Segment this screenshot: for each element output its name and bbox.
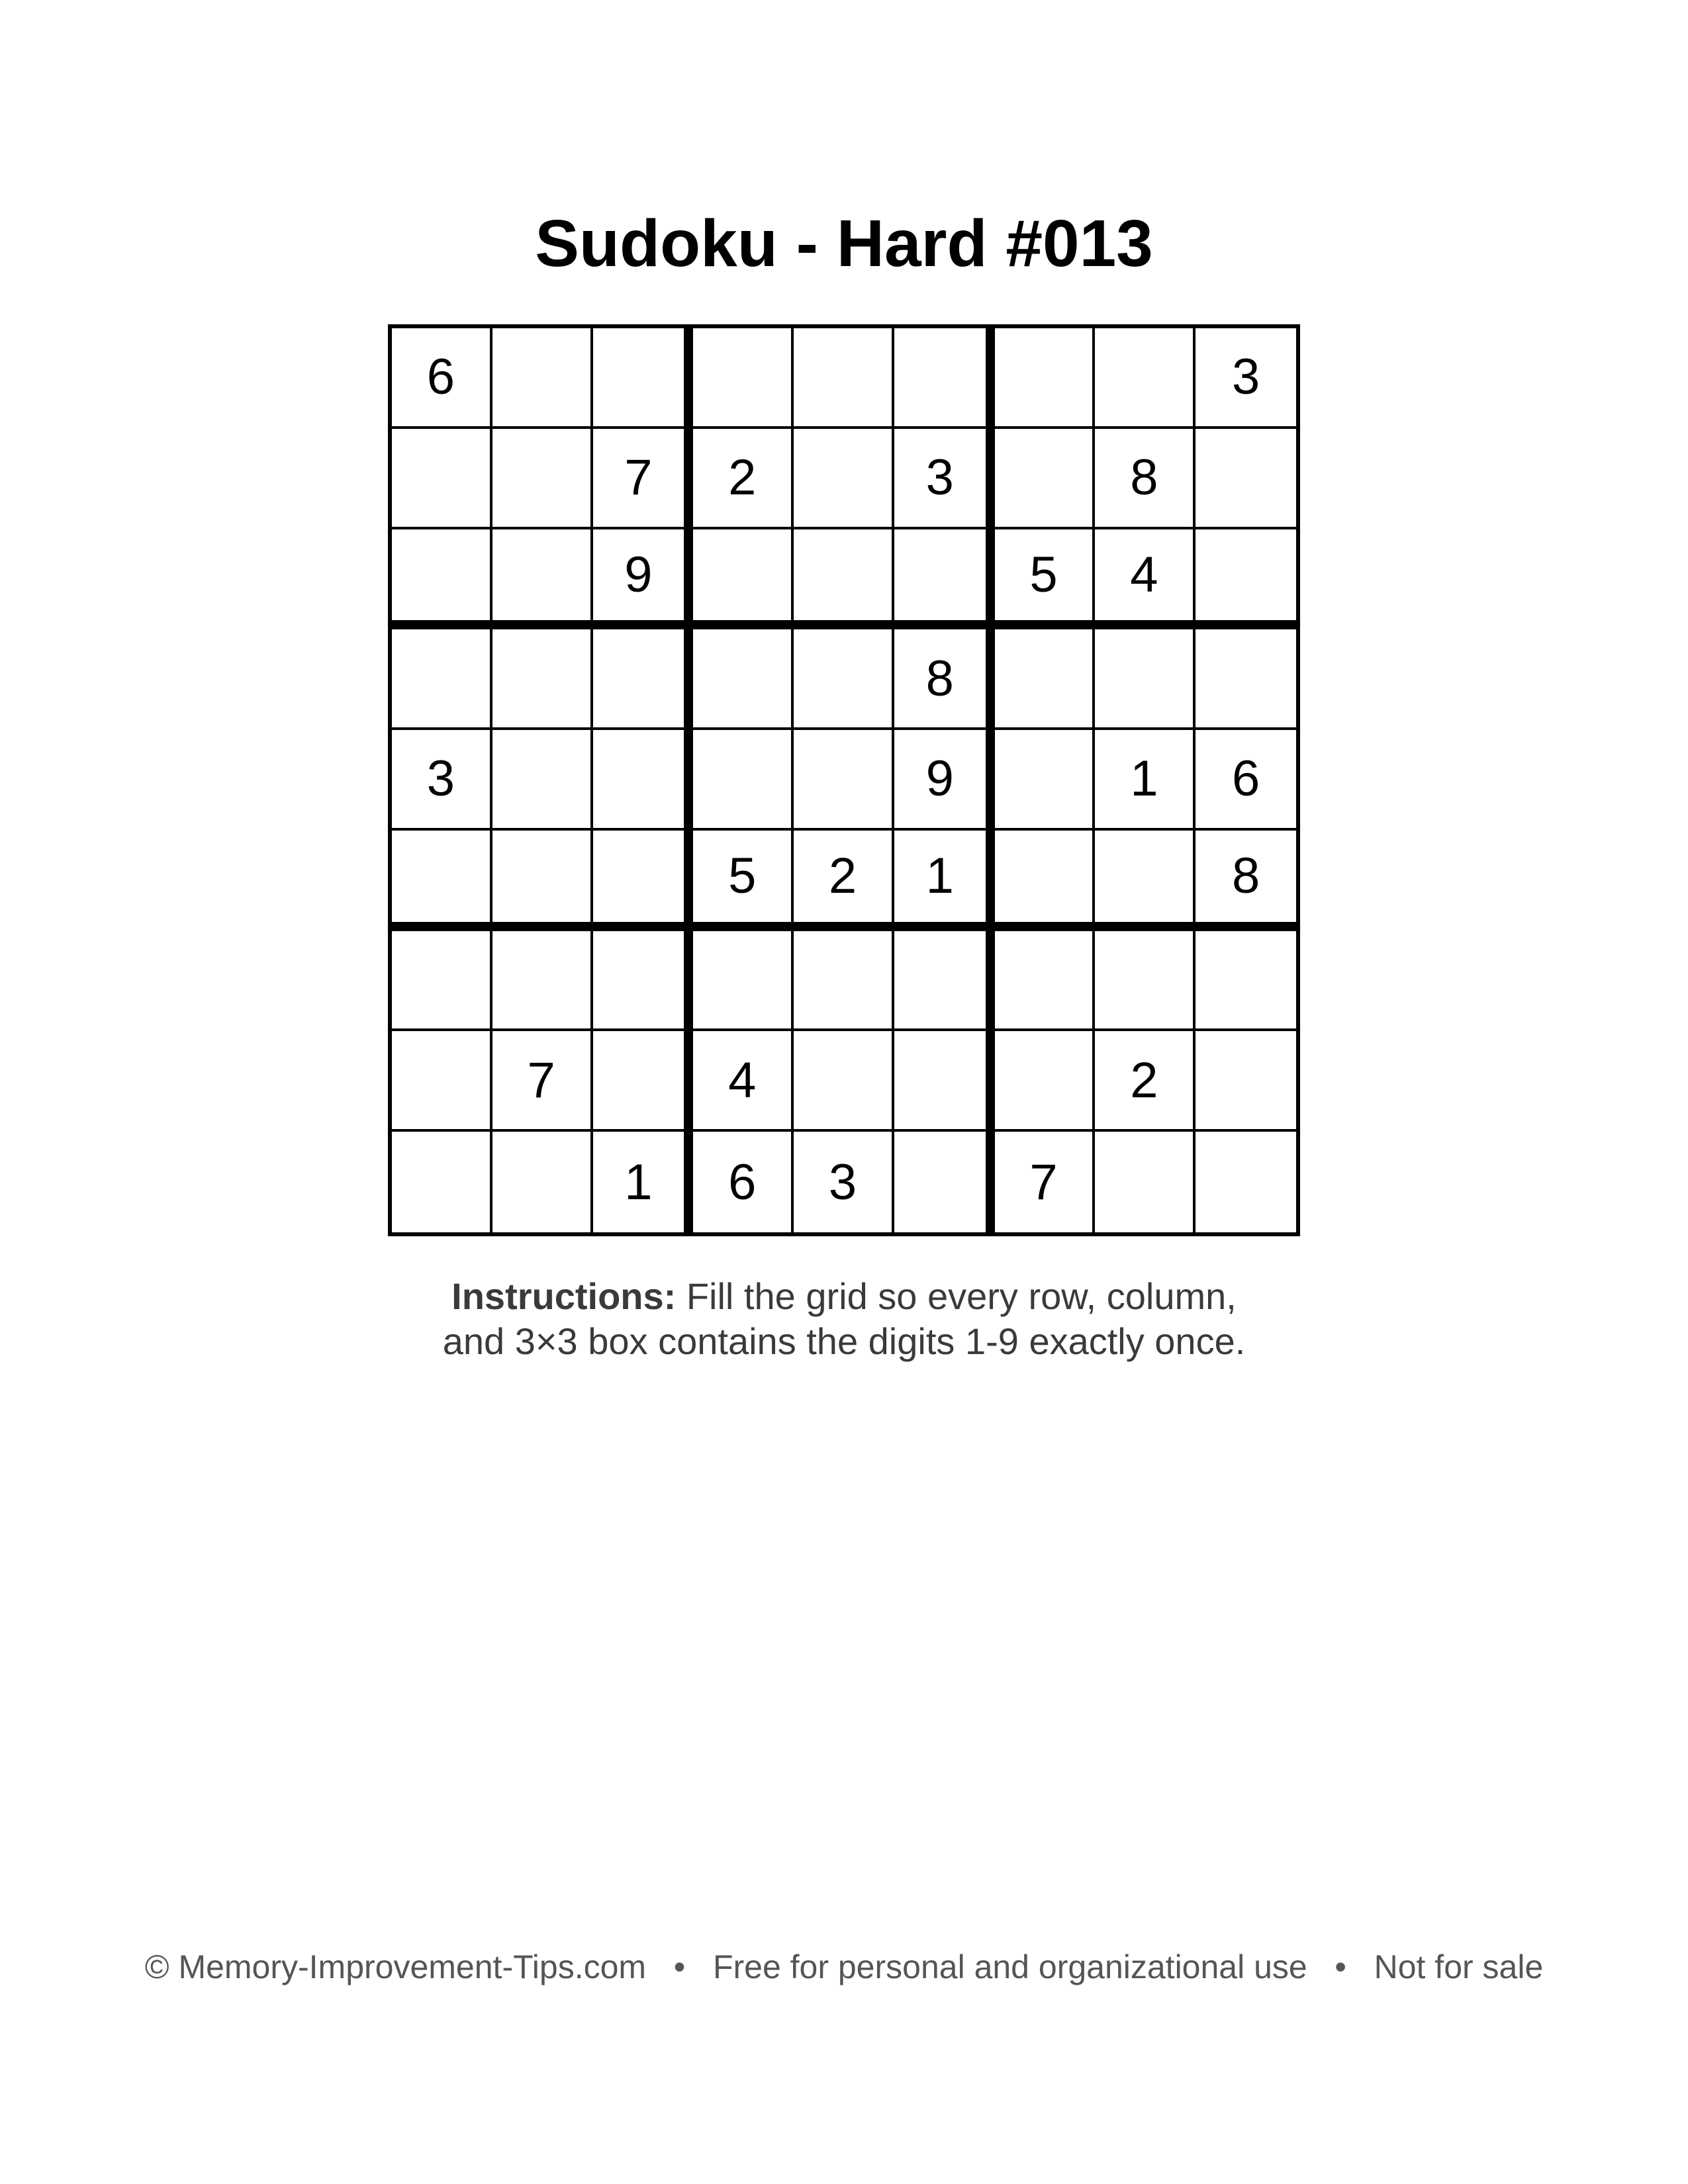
footer [0,1946,1688,1988]
sudoku-cell-r3-c7[interactable]: 5 [995,529,1096,630]
sudoku-cell-r9-c6[interactable] [894,1132,995,1232]
instructions [0,1274,1688,1364]
sudoku-cell-r5-c9[interactable]: 6 [1196,730,1296,831]
sudoku-cell-r5-c4[interactable] [693,730,794,831]
sudoku-cell-r7-c8[interactable] [1095,931,1196,1032]
sudoku-cell-r8-c7[interactable] [995,1031,1096,1132]
sudoku-cell-r8-c6[interactable] [894,1031,995,1132]
sudoku-cell-r1-c9[interactable]: 3 [1196,328,1296,429]
sudoku-cell-r1-c2[interactable] [492,328,593,429]
sudoku-grid [388,324,1300,1236]
sudoku-cell-r1-c6[interactable] [894,328,995,429]
sudoku-cell-r4-c9[interactable] [1196,629,1296,730]
sudoku-cell-r6-c2[interactable] [492,831,593,931]
sudoku-cell-r8-c5[interactable] [794,1031,894,1132]
footer-usage: Free for personal and organizational use [712,1948,1307,1985]
sudoku-cell-r8-c9[interactable] [1196,1031,1296,1132]
sudoku-cell-r5-c1[interactable]: 3 [392,730,492,831]
sudoku-cell-r2-c1[interactable] [392,429,492,529]
sudoku-cell-r2-c8[interactable]: 8 [1095,429,1196,529]
sudoku-cell-r5-c3[interactable] [593,730,694,831]
sudoku-cell-r6-c4[interactable]: 5 [693,831,794,931]
sudoku-cell-r5-c5[interactable] [794,730,894,831]
sudoku-cell-r9-c8[interactable] [1095,1132,1196,1232]
sudoku-cell-r3-c1[interactable] [392,529,492,630]
sudoku-cell-r2-c7[interactable] [995,429,1096,529]
sudoku-cell-r2-c5[interactable] [794,429,894,529]
puzzle-title: Sudoku - Hard #013 [535,206,1153,281]
sudoku-cell-r9-c9[interactable] [1196,1132,1296,1232]
sudoku-cell-r7-c4[interactable] [693,931,794,1032]
sudoku-cell-r3-c2[interactable] [492,529,593,630]
sudoku-cell-r7-c5[interactable] [794,931,894,1032]
sudoku-cell-r3-c6[interactable] [894,529,995,630]
sudoku-cell-r8-c8[interactable]: 2 [1095,1031,1196,1132]
sudoku-cell-r8-c4[interactable]: 4 [693,1031,794,1132]
sudoku-cell-r4-c4[interactable] [693,629,794,730]
sudoku-cell-r6-c9[interactable]: 8 [1196,831,1296,931]
sudoku-cell-r7-c3[interactable] [593,931,694,1032]
sudoku-cell-r1-c5[interactable] [794,328,894,429]
sudoku-cell-r8-c3[interactable] [593,1031,694,1132]
sudoku-cell-r5-c8[interactable]: 1 [1095,730,1196,831]
sudoku-cell-r4-c8[interactable] [1095,629,1196,730]
sudoku-cell-r6-c6[interactable]: 1 [894,831,995,931]
sudoku-cell-r3-c4[interactable] [693,529,794,630]
sudoku-cell-r3-c3[interactable]: 9 [593,529,694,630]
instructions-line-1 [0,1274,1688,1319]
footer-sale: Not for sale [1374,1948,1544,1985]
sudoku-cell-r9-c5[interactable]: 3 [794,1132,894,1232]
sudoku-cell-r6-c3[interactable] [593,831,694,931]
sudoku-cell-r7-c2[interactable] [492,931,593,1032]
sudoku-cell-r7-c6[interactable] [894,931,995,1032]
sudoku-cell-r6-c8[interactable] [1095,831,1196,931]
sudoku-cell-r8-c2[interactable]: 7 [492,1031,593,1132]
instructions-label: Instructions: [451,1275,677,1317]
sudoku-cell-r9-c1[interactable] [392,1132,492,1232]
sudoku-cell-r1-c3[interactable] [593,328,694,429]
footer-separator: • [673,1948,686,1985]
sudoku-cell-r3-c5[interactable] [794,529,894,630]
sudoku-cell-r6-c5[interactable]: 2 [794,831,894,931]
sudoku-cell-r1-c7[interactable] [995,328,1096,429]
sudoku-cell-r2-c6[interactable]: 3 [894,429,995,529]
sudoku-cell-r9-c7[interactable]: 7 [995,1132,1096,1232]
sudoku-cell-r7-c1[interactable] [392,931,492,1032]
sudoku-cell-r5-c2[interactable] [492,730,593,831]
sudoku-cell-r2-c9[interactable] [1196,429,1296,529]
footer-site: © Memory-Improvement-Tips.com [144,1948,647,1985]
sudoku-cell-r4-c6[interactable]: 8 [894,629,995,730]
sudoku-cell-r6-c7[interactable] [995,831,1096,931]
sudoku-cell-r8-c1[interactable] [392,1031,492,1132]
sudoku-cell-r4-c2[interactable] [492,629,593,730]
sudoku-cell-r9-c3[interactable]: 1 [593,1132,694,1232]
sudoku-cell-r1-c1[interactable]: 6 [392,328,492,429]
sudoku-cell-r4-c3[interactable] [593,629,694,730]
sudoku-cell-r4-c1[interactable] [392,629,492,730]
sudoku-cell-r2-c4[interactable]: 2 [693,429,794,529]
sudoku-cell-r2-c3[interactable]: 7 [593,429,694,529]
sudoku-cell-r3-c8[interactable]: 4 [1095,529,1196,630]
sudoku-cell-r4-c7[interactable] [995,629,1096,730]
sudoku-cell-r7-c9[interactable] [1196,931,1296,1032]
sudoku-cell-r9-c4[interactable]: 6 [693,1132,794,1232]
sudoku-cell-r1-c4[interactable] [693,328,794,429]
sudoku-cell-r4-c5[interactable] [794,629,894,730]
sudoku-cell-r5-c6[interactable]: 9 [894,730,995,831]
sudoku-cell-r5-c7[interactable] [995,730,1096,831]
sudoku-cell-r3-c9[interactable] [1196,529,1296,630]
footer-separator: • [1335,1948,1346,1985]
instructions-text-1: Fill the grid so every row, column, [686,1275,1237,1317]
sudoku-cell-r2-c2[interactable] [492,429,593,529]
sudoku-cell-r1-c8[interactable] [1095,328,1196,429]
instructions-line-2: and 3×3 box contains the digits 1-9 exactly once. [442,1320,1246,1362]
sudoku-cell-r6-c1[interactable] [392,831,492,931]
sudoku-cell-r7-c7[interactable] [995,931,1096,1032]
sudoku-cell-r9-c2[interactable] [492,1132,593,1232]
